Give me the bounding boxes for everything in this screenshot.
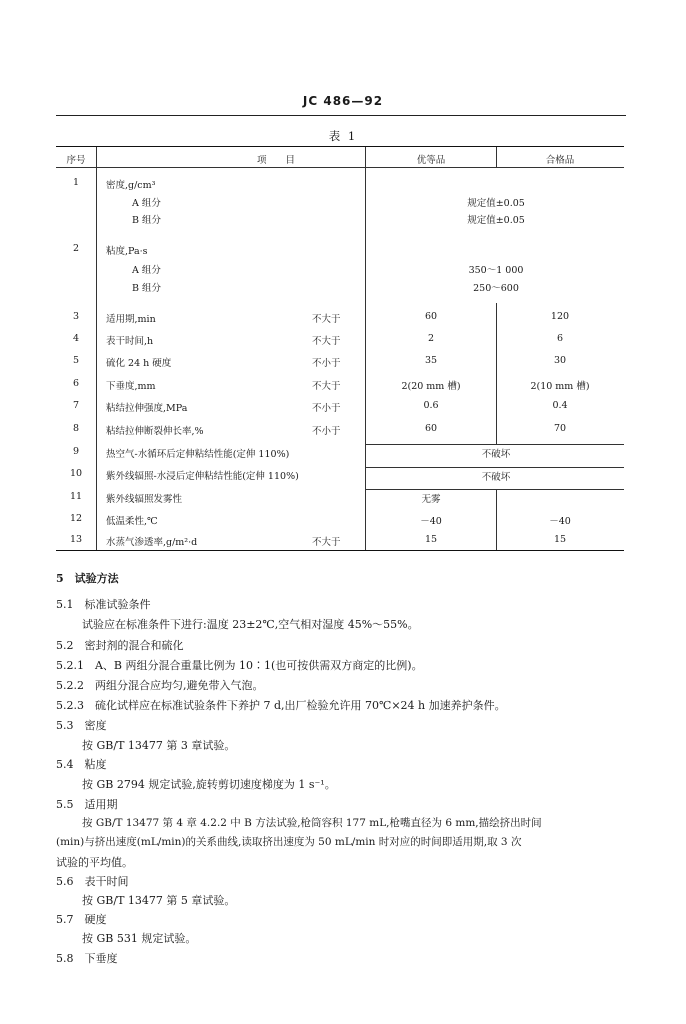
section-heading: 5.4 粘度 <box>56 758 107 771</box>
cell-value: 60 <box>424 423 438 434</box>
cell-value: 规定值±0.05 <box>467 198 525 209</box>
paragraph: 5.2.1 A、B 两组分混合重量比例为 10∶1(也可按供需双方商定的比例)。 <box>56 659 423 672</box>
row-no: 6 <box>72 378 80 389</box>
row-condition: 不大于 <box>312 537 341 548</box>
paragraph: 5.2.2 两组分混合应均匀,避免带入气泡。 <box>56 679 264 692</box>
row-label: 紫外线辐照发雾性 <box>106 494 183 505</box>
row-no: 2 <box>72 243 80 254</box>
col-header-grade1: 优等品 <box>416 155 446 166</box>
row-sublabel: B 组分 <box>132 215 162 226</box>
cell-value: 250～600 <box>473 283 519 294</box>
row-label: 低温柔性,℃ <box>106 516 158 527</box>
col-divider <box>496 489 497 550</box>
table-title: 表 1 <box>328 129 358 143</box>
cell-value: 0.4 <box>552 400 568 411</box>
paragraph: 按 GB/T 13477 第 5 章试验。 <box>82 894 236 907</box>
row-condition: 不大于 <box>312 336 341 347</box>
cell-value: 70 <box>553 423 567 434</box>
cell-value: 120 <box>550 311 570 322</box>
row-label: 水蒸气渗透率,g/m²·d <box>106 537 198 548</box>
row-no: 12 <box>69 513 83 524</box>
cell-value: 6 <box>556 333 564 344</box>
cell-value: 0.6 <box>423 400 439 411</box>
paragraph: 按 GB/T 13477 第 4 章 4.2.2 中 B 方法试验,枪筒容积 177 mL,枪嘴直径为 6 mm,描绘挤出时间 <box>82 817 542 829</box>
row-no: 13 <box>69 534 83 545</box>
row-label: 热空气-水循环后定伸粘结性能(定伸 110%) <box>106 449 290 460</box>
section-heading: 5.6 表干时间 <box>56 875 129 888</box>
cell-value: 2 <box>427 333 435 344</box>
section-heading: 5.7 硬度 <box>56 913 107 926</box>
cell-value: －40 <box>549 516 571 527</box>
section-heading: 5.5 适用期 <box>56 798 118 811</box>
row-label: 下垂度,mm <box>106 381 156 392</box>
row-condition: 不大于 <box>312 314 341 325</box>
paragraph: 试验的平均值。 <box>56 856 133 869</box>
row-sublabel: A 组分 <box>132 265 161 276</box>
cell-value: 2(10 mm 槽) <box>530 381 590 392</box>
spec-table <box>56 146 624 551</box>
paragraph: 按 GB 2794 规定试验,旋转剪切速度梯度为 1 s⁻¹。 <box>82 778 336 791</box>
row-no: 9 <box>72 446 80 457</box>
paragraph: 按 GB/T 13477 第 3 章试验。 <box>82 739 236 752</box>
col-divider <box>496 303 497 444</box>
cell-value: 30 <box>553 355 567 366</box>
row-no: 3 <box>72 311 80 322</box>
cell-value: 350～1 000 <box>468 265 524 276</box>
header-divider <box>56 167 624 168</box>
col-header-no: 序号 <box>66 155 86 166</box>
row-label: 硫化 24 h 硬度 <box>106 358 172 369</box>
row-label: 粘度,Pa·s <box>106 246 148 257</box>
section-heading: 5.1 标准试验条件 <box>56 598 151 611</box>
section-heading: 5.2 密封剂的混合和硫化 <box>56 639 184 652</box>
row-no: 7 <box>72 400 80 411</box>
cell-value: 60 <box>424 311 438 322</box>
row-label: 紫外线辐照-水浸后定伸粘结性能(定伸 110%) <box>106 471 299 482</box>
row-divider <box>365 444 624 445</box>
paragraph: 试验应在标准条件下进行:温度 23±2℃,空气相对湿度 45%～55%。 <box>82 618 419 631</box>
row-sublabel: B 组分 <box>132 283 162 294</box>
row-sublabel: A 组分 <box>132 198 161 209</box>
section-heading: 5 试验方法 <box>56 572 119 585</box>
header-rule <box>56 115 626 116</box>
cell-value: 规定值±0.05 <box>467 215 525 226</box>
row-condition: 不小于 <box>312 358 341 369</box>
section-heading: 5.3 密度 <box>56 719 107 732</box>
row-no: 1 <box>72 177 80 188</box>
cell-value: 15 <box>553 534 567 545</box>
cell-value: －40 <box>420 516 442 527</box>
row-label: 表干时间,h <box>106 336 154 347</box>
cell-value: 无雾 <box>421 494 441 505</box>
row-label: 粘结拉伸强度,MPa <box>106 403 188 414</box>
cell-value: 15 <box>424 534 438 545</box>
cell-value: 不破坏 <box>481 449 511 460</box>
row-no: 11 <box>69 491 83 502</box>
row-condition: 不小于 <box>312 403 341 414</box>
cell-value: 不破坏 <box>481 472 511 483</box>
row-no: 8 <box>72 423 80 434</box>
col-header-item: 项 目 <box>256 155 296 166</box>
row-condition: 不大于 <box>312 381 341 392</box>
row-no: 4 <box>72 333 80 344</box>
document-code: JC 486—92 <box>302 94 384 108</box>
row-condition: 不小于 <box>312 426 341 437</box>
row-divider <box>365 467 624 468</box>
row-label: 适用期,min <box>106 314 156 325</box>
cell-value: 35 <box>424 355 438 366</box>
paragraph: 5.2.3 硫化试样应在标准试验条件下养护 7 d,出厂检验允许用 70℃×24 h 加速养护条件。 <box>56 699 506 712</box>
section-heading: 5.8 下垂度 <box>56 952 118 965</box>
cell-value: 2(20 mm 槽) <box>401 381 461 392</box>
col-divider <box>96 147 97 550</box>
row-no: 5 <box>72 355 80 366</box>
col-header-grade2: 合格品 <box>545 155 575 166</box>
row-no: 10 <box>69 468 83 479</box>
paragraph: (min)与挤出速度(mL/min)的关系曲线,读取挤出速度为 50 mL/min 时对应的时间即适用期,取 3 次 <box>56 836 522 848</box>
row-divider <box>365 489 624 490</box>
paragraph: 按 GB 531 规定试验。 <box>82 932 197 945</box>
row-label: 粘结拉伸断裂伸长率,% <box>106 426 204 437</box>
col-divider <box>496 147 497 167</box>
row-label: 密度,g/cm³ <box>106 180 156 191</box>
